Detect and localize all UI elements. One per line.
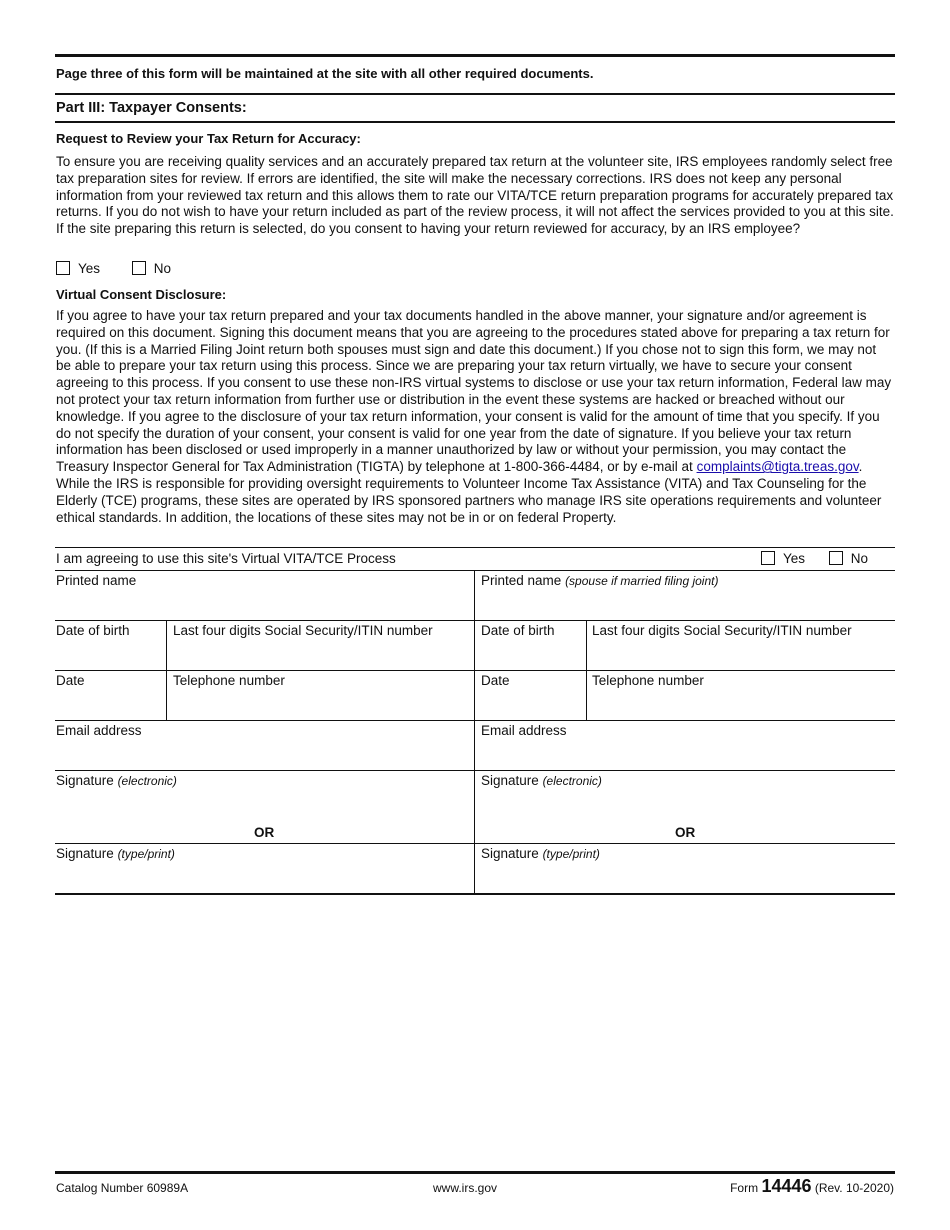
spouse-electronic-note: (electronic) — [542, 774, 602, 788]
review-heading: Request to Review your Tax Return for Accuracy: — [56, 131, 361, 146]
review-consent-options — [56, 261, 199, 276]
spouse-date-field[interactable] — [480, 671, 511, 690]
form-revision: (Rev. 10-2020) — [814, 1181, 894, 1195]
spouse-email-field[interactable] — [480, 721, 568, 740]
spouse-signature-electronic-label: Signature — [481, 773, 539, 788]
review-no-checkbox[interactable] — [132, 261, 146, 275]
grid-line — [55, 893, 895, 895]
spouse-ssn-label: Last four digits Social Security/ITIN number — [592, 623, 852, 638]
spouse-note: (spouse if married filing joint) — [565, 574, 719, 588]
grid-divider — [474, 571, 475, 893]
top-rule — [55, 54, 895, 57]
spouse-signature-typeprint-field[interactable] — [480, 844, 601, 863]
typeprint-note: (type/print) — [117, 847, 175, 861]
grid-line — [55, 843, 895, 844]
or-label: OR — [254, 825, 275, 840]
review-no-label: No — [153, 261, 172, 276]
virtual-agree-label: I am agreeing to use this site's Virtual VITA/TCE Process — [56, 551, 396, 566]
virtual-text-2: . While the IRS is responsible for providing oversight requirements to Volunteer Income Tax Assistance (VITA) and Tax Counseling for the Elderly (TCE) programs, these sites are operated by IRS sponsored partners who manage IRS site operations requirements and volunteer ethical standards. In addition, the locations of these sites may not be in or on federal Property. — [56, 459, 882, 525]
signature-typeprint-field[interactable] — [55, 844, 176, 863]
phone-field[interactable] — [172, 671, 286, 690]
spouse-printed-name-label: Printed name — [481, 573, 562, 588]
virtual-paragraph — [56, 308, 894, 526]
dob-label: Date of birth — [56, 623, 130, 638]
spouse-dob-label: Date of birth — [481, 623, 555, 638]
date-field[interactable] — [55, 671, 86, 690]
spouse-printed-name-field[interactable] — [480, 571, 719, 590]
dob-field[interactable] — [55, 621, 131, 640]
spouse-dob-field[interactable] — [480, 621, 556, 640]
signature-electronic-field[interactable] — [55, 771, 178, 790]
form-id — [730, 1176, 894, 1197]
agree-no-option[interactable] — [829, 551, 868, 566]
part-title: Part III: Taxpayer Consents: — [56, 100, 247, 116]
signature-electronic-label: Signature — [56, 773, 114, 788]
virtual-agree-row — [55, 547, 895, 571]
agree-yes-checkbox[interactable] — [761, 551, 775, 565]
virtual-agree-options — [741, 551, 868, 566]
virtual-text-1: If you agree to have your tax return prepared and your tax documents handled in the above manner, your signature and/or agreement is required on this document. Signing this document means that you are agreeing to the procedures stated above for preparing a tax return for you. (If this is a Married Filing Joint return both spouses must sign and date this document.) If you chose not to sign this form, we may not be able to prepare your tax return using this process. Since we are preparing your tax return virtually, we have to secure your consent agreeing to this process. If you consent to use these non-IRS virtual systems to disclose or use your tax return information, Federal law may not protect your tax return information from further use or distribution in the event these systems are hacked or breached without our knowledge. If you agree to the disclosure of your tax return information, your consent is valid for the amount of time that you specify. If you do not specify the duration of your consent, your consent is valid for one year from the date of signature. If you believe your tax return information has been disclosed or used improperly in a manner unauthorized by law or without your permission, you may contact the Treasury Inspector General for Tax Administration (TIGTA) by telephone at 1-800-366-4484, or by e-mail at — [56, 308, 892, 475]
footer-rule — [55, 1171, 895, 1174]
catalog-number: Catalog Number 60989A — [56, 1181, 189, 1195]
spouse-ssn-field[interactable] — [591, 621, 853, 640]
part-rule-top — [55, 93, 895, 95]
grid-line — [55, 770, 895, 771]
virtual-heading: Virtual Consent Disclosure: — [56, 287, 227, 302]
agree-yes-label: Yes — [782, 551, 805, 566]
email-label: Email address — [56, 723, 142, 738]
review-yes-label: Yes — [78, 261, 101, 276]
ssn-label: Last four digits Social Security/ITIN number — [173, 623, 433, 638]
review-yes-option[interactable] — [56, 261, 100, 276]
printed-name-field[interactable] — [55, 571, 137, 590]
ssn-field[interactable] — [172, 621, 434, 640]
spouse-or-label: OR — [675, 825, 696, 840]
website: www.irs.gov — [433, 1181, 498, 1195]
printed-name-label: Printed name — [56, 573, 137, 588]
form-page — [55, 0, 895, 1230]
agree-yes-option[interactable] — [761, 551, 805, 566]
spouse-date-label: Date — [481, 673, 510, 688]
spouse-phone-field[interactable] — [591, 671, 705, 690]
review-no-option[interactable] — [132, 261, 171, 276]
date-label: Date — [56, 673, 85, 688]
grid-divider — [586, 620, 587, 720]
tigta-email-link[interactable]: complaints@tigta.treas.gov — [696, 459, 859, 475]
spouse-signature-typeprint-label: Signature — [481, 846, 539, 861]
spouse-signature-electronic-field[interactable] — [480, 771, 603, 790]
agree-no-checkbox[interactable] — [829, 551, 843, 565]
part-rule-bottom — [55, 121, 895, 123]
email-field[interactable] — [55, 721, 143, 740]
grid-line — [55, 720, 895, 721]
review-paragraph: To ensure you are receiving quality services and an accurately prepared tax return at the volunteer site, IRS employees randomly select free tax preparation sites for review. If errors are identified, the site will make the necessary corrections. IRS does not keep any personal information from your reviewed tax return and this allows them to rate our VITA/TCE return preparation programs for accurately prepared tax returns. If you do not wish to have your return included as part of the review process, it will not affect the services provided to you at this site. If the site preparing this return is selected, do you consent to having your return reviewed for accuracy, by an IRS employee? — [56, 154, 894, 237]
form-number: 14446 — [761, 1176, 812, 1196]
agree-no-label: No — [850, 551, 868, 566]
signature-typeprint-label: Signature — [56, 846, 114, 861]
phone-label: Telephone number — [173, 673, 285, 688]
page-notice: Page three of this form will be maintained at the site with all other required documents. — [56, 66, 594, 81]
spouse-phone-label: Telephone number — [592, 673, 704, 688]
review-yes-checkbox[interactable] — [56, 261, 70, 275]
electronic-note: (electronic) — [117, 774, 177, 788]
spouse-email-label: Email address — [481, 723, 567, 738]
spouse-typeprint-note: (type/print) — [542, 847, 600, 861]
form-word: Form — [730, 1181, 759, 1195]
grid-divider — [166, 620, 167, 720]
